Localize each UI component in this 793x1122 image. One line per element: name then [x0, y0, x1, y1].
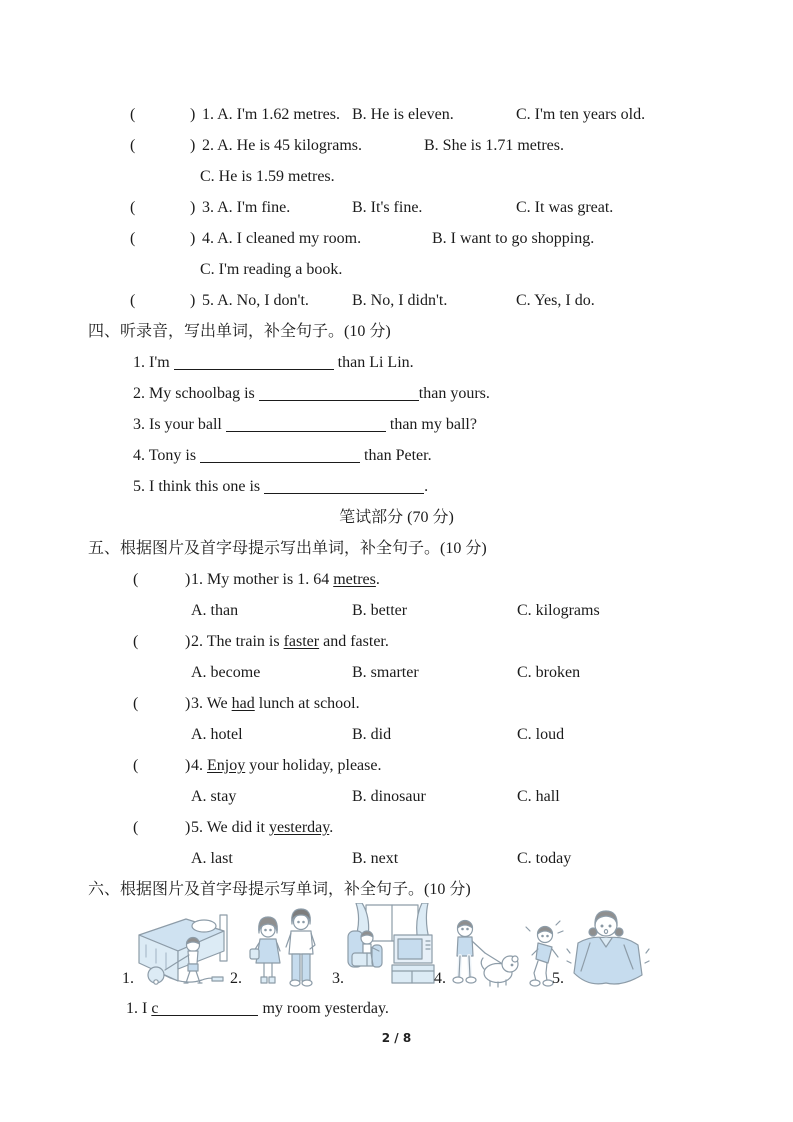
listening-question-2-option-c-row	[130, 161, 793, 192]
answer-bracket-open: (	[130, 199, 136, 216]
section-5-question-4-options	[133, 781, 793, 812]
sentence-post: my room yesterday.	[258, 1000, 389, 1017]
question-stem	[191, 750, 381, 781]
stem-pre: 5. We did it	[191, 819, 269, 836]
option-b-text: B. No, I didn't.	[352, 292, 448, 309]
answer-bracket-close: )	[190, 106, 196, 123]
section-5-title: 五、根据图片及首字母提示写出单词，补全句子。(10 分)	[88, 540, 487, 557]
question-stem	[191, 812, 333, 843]
picture-label: 2.	[230, 970, 242, 987]
fill-in-blank	[174, 359, 334, 370]
fill-in-blank	[200, 452, 360, 463]
section-4-item-5	[133, 471, 793, 502]
stem-post: your holiday, please.	[245, 757, 382, 774]
listening-question-1-row	[130, 99, 793, 130]
fill-in-blank	[259, 390, 419, 401]
page-number: 2 / 8	[381, 1031, 412, 1045]
option-c-text: C. Yes, I do.	[516, 292, 595, 309]
section-5-question-5-options	[133, 843, 793, 874]
sentence-post: than my ball?	[385, 416, 477, 433]
question-stem	[191, 626, 389, 657]
section-5-title-row	[0, 533, 793, 564]
option-b-text: B. She is 1.71 metres.	[424, 137, 564, 154]
answer-bracket-close: )	[185, 819, 191, 836]
answer-bracket-open: (	[133, 633, 139, 650]
option-c-text: C. broken	[517, 664, 581, 681]
option-a-text: 4. A. I cleaned my room.	[202, 230, 362, 247]
section-4-title: 四、听录音，写出单词，补全句子。(10 分)	[88, 323, 391, 340]
section-5-question-2-options	[133, 657, 793, 688]
picture-label: 5.	[552, 970, 564, 987]
option-c-text: C. I'm ten years old.	[516, 106, 646, 123]
option-b-text: B. better	[352, 602, 408, 619]
option-b-text: B. did	[352, 726, 392, 743]
option-c-text: C. today	[517, 850, 572, 867]
answer-bracket-close: )	[185, 571, 191, 588]
answer-bracket-close: )	[185, 695, 191, 712]
sentence-pre: 4. Tony is	[133, 447, 201, 464]
section-6-title: 六、根据图片及首字母提示写单词，补全句子。(10 分)	[88, 881, 471, 898]
section-5-question-1-stem	[133, 564, 793, 595]
option-b-text: B. dinosaur	[352, 788, 426, 805]
picture-label: 1.	[122, 970, 134, 987]
picture-label: 4.	[434, 970, 446, 987]
section-5-question-2-stem	[133, 626, 793, 657]
illustration-girl-putting-on-coat	[566, 905, 650, 989]
answer-bracket-open: (	[130, 230, 136, 247]
sentence-post: than yours.	[418, 385, 490, 402]
section-6-title-row	[0, 874, 793, 905]
option-b-text: B. It's fine.	[352, 199, 423, 216]
section-4-item-3	[133, 409, 793, 440]
section-5-question-1-options	[133, 595, 793, 626]
option-c-text: C. He is 1.59 metres.	[200, 168, 335, 185]
answer-bracket-open: (	[133, 571, 139, 588]
section-5-question-4-stem	[133, 750, 793, 781]
option-a-text: A. than	[191, 602, 239, 619]
underlined-word: had	[231, 695, 255, 712]
option-c-text: C. I'm reading a book.	[200, 261, 343, 278]
question-stem	[191, 564, 380, 595]
written-part-header: 笔试部分 (70 分)	[339, 509, 454, 526]
option-b-text: B. I want to go shopping.	[432, 230, 595, 247]
illustration-boy-vacuuming-room	[136, 911, 238, 989]
answer-bracket-close: )	[190, 137, 196, 154]
underlined-word: yesterday	[268, 819, 330, 836]
picture-group-4	[434, 911, 566, 989]
option-c-text: C. It was great.	[516, 199, 614, 216]
underlined-word: Enjoy	[207, 757, 246, 774]
picture-group-2	[230, 907, 322, 989]
fill-in-blank	[264, 483, 424, 494]
answer-bracket-open: (	[133, 695, 139, 712]
section-6-item-1	[126, 993, 793, 1024]
listening-question-4-option-c-row	[130, 254, 793, 285]
section-4-item-4	[133, 440, 793, 471]
section-5-question-3-options	[133, 719, 793, 750]
stem-post: and faster.	[319, 633, 389, 650]
option-b-text: B. He is eleven.	[352, 106, 454, 123]
fill-in-blank	[158, 1005, 258, 1016]
section-4-item-1	[133, 347, 793, 378]
option-a-text: 5. A. No, I don't.	[202, 292, 309, 309]
sentence-pre: 5. I think this one is	[133, 478, 265, 495]
section-5-question-5-stem	[133, 812, 793, 843]
answer-bracket-open: (	[130, 106, 136, 123]
option-c-text: C. hall	[517, 788, 560, 805]
answer-bracket-close: )	[190, 230, 196, 247]
option-a-text: 3. A. I'm fine.	[202, 199, 291, 216]
section-6-pictures-row	[0, 905, 793, 993]
option-c-text: C. kilograms	[517, 602, 600, 619]
section-4-title-row	[0, 316, 793, 347]
listening-question-3-row	[130, 192, 793, 223]
illustration-short-girl-and-tall-boy	[244, 907, 322, 989]
answer-bracket-close: )	[185, 633, 191, 650]
picture-label: 3.	[332, 970, 344, 987]
option-a-text: A. last	[191, 850, 233, 867]
listening-question-4-row	[130, 223, 793, 254]
fill-in-blank	[226, 421, 386, 432]
picture-group-3	[332, 903, 438, 989]
sentence-post: than Li Lin.	[333, 354, 414, 371]
option-a-text: 1. A. I'm 1.62 metres.	[202, 106, 340, 123]
sentence-pre: 2. My schoolbag is	[133, 385, 259, 402]
underlined-word: metres	[333, 571, 376, 588]
first-letter-hint: c	[151, 1000, 159, 1017]
stem-pre: 3. We	[191, 695, 232, 712]
option-a-text: 2. A. He is 45 kilograms.	[202, 137, 362, 154]
sentence-pre: 1. I'm	[133, 354, 174, 371]
stem-pre: 2. The train is	[191, 633, 284, 650]
illustration-child-watching-tv-in-armchair	[346, 903, 438, 989]
illustration-boy-walking-dog-scared-boy	[448, 911, 566, 989]
answer-bracket-close: )	[190, 199, 196, 216]
section-5-question-3-stem	[133, 688, 793, 719]
option-c-text: C. loud	[517, 726, 565, 743]
option-a-text: A. become	[191, 664, 261, 681]
picture-group-5	[552, 905, 650, 989]
picture-group-1	[122, 911, 238, 989]
listening-question-2-row	[130, 130, 793, 161]
answer-bracket-close: )	[190, 292, 196, 309]
sentence-pre: 1. I	[126, 1000, 152, 1017]
answer-bracket-open: (	[133, 819, 139, 836]
option-b-text: B. next	[352, 850, 399, 867]
stem-post: .	[329, 819, 334, 836]
stem-post: .	[375, 571, 380, 588]
stem-post: lunch at school.	[254, 695, 360, 712]
sentence-post: than Peter.	[360, 447, 432, 464]
answer-bracket-open: (	[130, 292, 136, 309]
question-stem	[191, 688, 360, 719]
stem-pre: 1. My mother is 1. 64	[191, 571, 334, 588]
stem-pre: 4.	[191, 757, 207, 774]
option-a-text: A. stay	[191, 788, 237, 805]
sentence-post: .	[424, 478, 429, 495]
written-part-header-row	[0, 502, 793, 533]
section-4-item-2	[133, 378, 793, 409]
answer-bracket-open: (	[130, 137, 136, 154]
underlined-word: faster	[283, 633, 320, 650]
sentence-pre: 3. Is your ball	[133, 416, 226, 433]
option-a-text: A. hotel	[191, 726, 243, 743]
answer-bracket-open: (	[133, 757, 139, 774]
answer-bracket-close: )	[185, 757, 191, 774]
option-b-text: B. smarter	[352, 664, 419, 681]
listening-question-5-row	[130, 285, 793, 316]
